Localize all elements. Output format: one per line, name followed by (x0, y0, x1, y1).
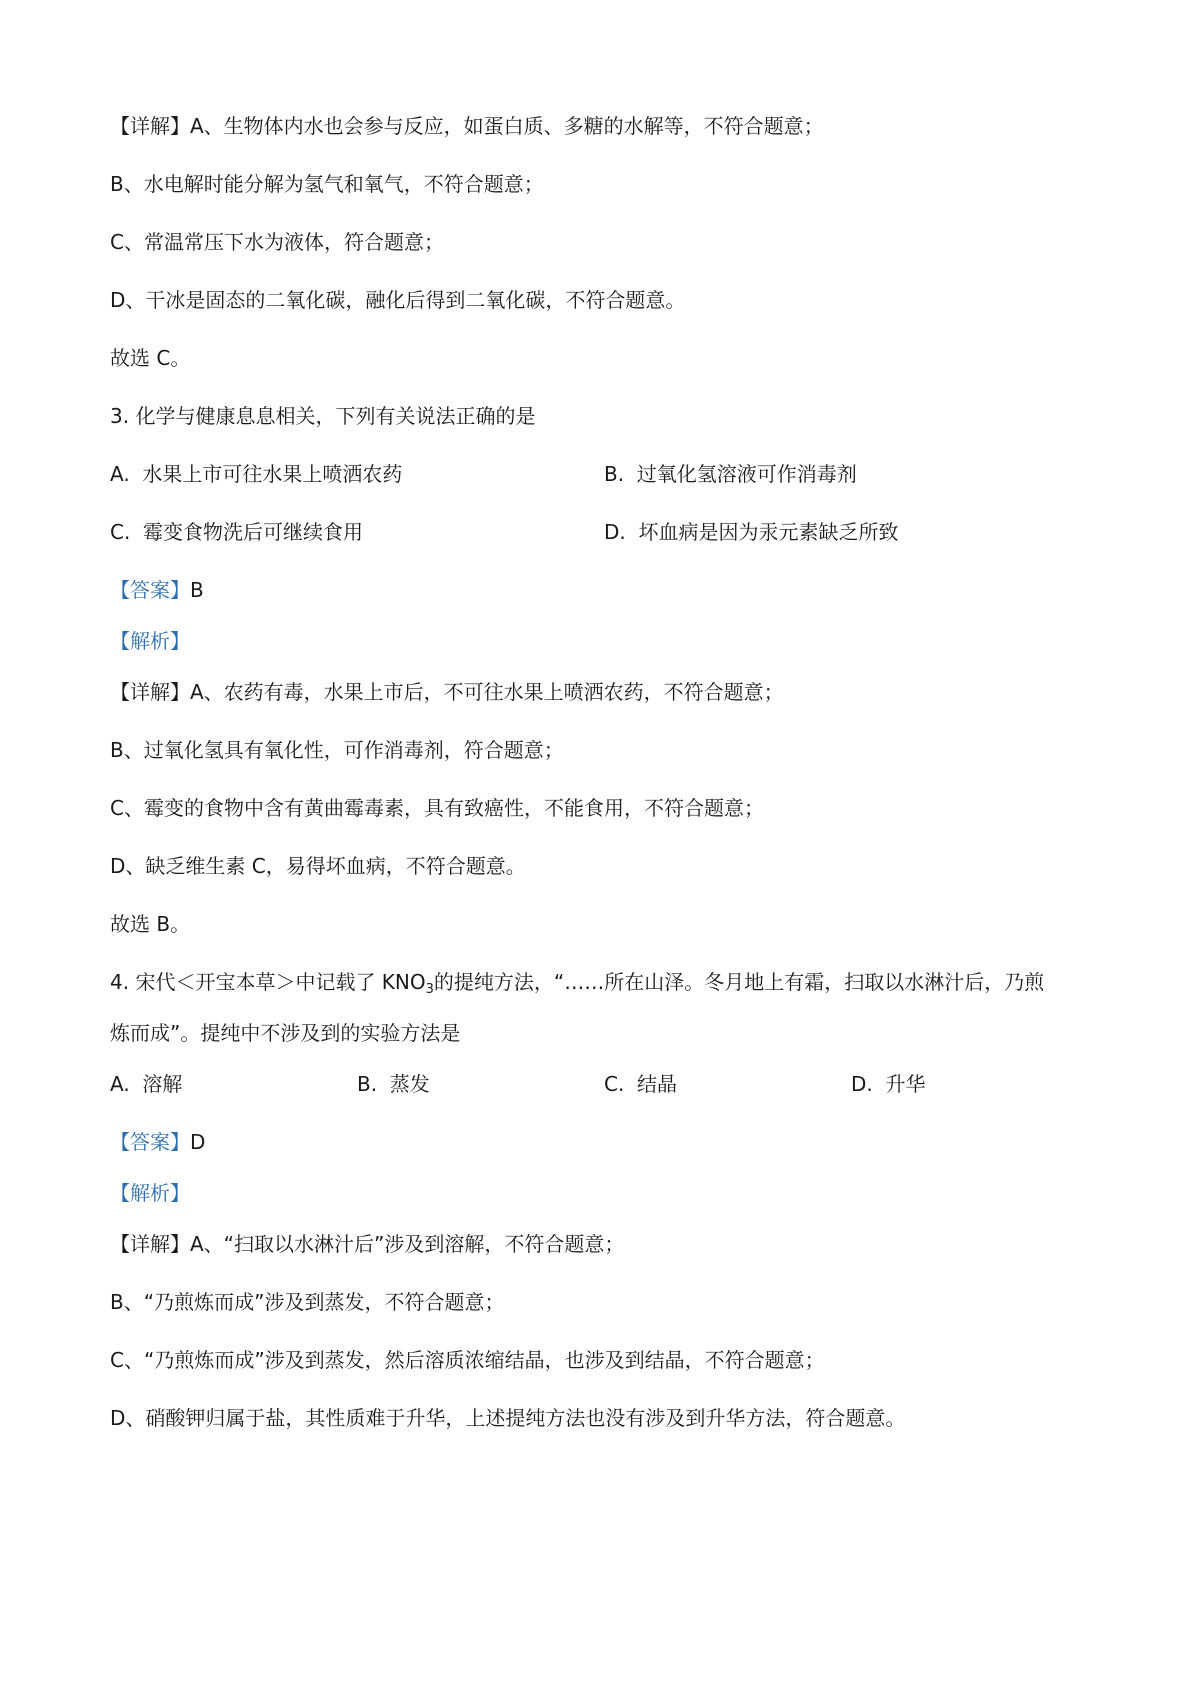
q4-detail-line-b: B、“乃煎炼而成”涉及到蒸发，不符合题意； (110, 1290, 505, 1314)
q4-stem-line2: 炼而成”。提纯中不涉及到的实验方法是 (110, 1021, 461, 1045)
q3-stem: 3. 化学与健康息息相关，下列有关说法正确的是 (110, 404, 536, 428)
q4-answer (110, 1129, 205, 1155)
q3-option-d: D. 坏血病是因为汞元素缺乏所致 (604, 520, 899, 544)
detail-tag: 【详解】 (110, 680, 190, 704)
answer-tag: 【答案】 (110, 1130, 190, 1154)
q4-stem-line1: 4. 宋代＜开宝本草＞中记载了 $KNO_3$的提纯方法，“……所在山泽。冬月地上有霜，扫取以水淋汁后，乃煎 (110, 970, 1045, 997)
q3-detail-line-b: B、过氧化氢具有氧化性，可作消毒剂，符合题意； (110, 738, 564, 762)
answer-tag: 【答案】 (110, 578, 190, 602)
q2-detail-line-a: 【详解】A、生物体内水也会参与反应，如蛋白质、多糖的水解等，不符合题意； (110, 114, 824, 138)
q4-detail-line-c: C、“乃煎炼而成”涉及到蒸发，然后溶质浓缩结晶，也涉及到结晶，不符合题意； (110, 1348, 825, 1372)
q3-detail-line-a: 【详解】A、农药有毒，水果上市后，不可往水果上喷洒农药，不符合题意； (110, 680, 784, 704)
answer-value: D (190, 1130, 206, 1154)
q3-conclusion: 故选 B。 (110, 912, 191, 936)
q4-option-b: B. 蒸发 (357, 1072, 430, 1096)
q3-option-a: A. 水果上市可往水果上喷洒农药 (110, 462, 403, 486)
q3-detail-line-d: D、缺乏维生素 C，易得坏血病，不符合题意。 (110, 854, 526, 878)
q4-option-d: D. 升华 (851, 1072, 926, 1096)
q2-conclusion: 故选 C。 (110, 346, 191, 370)
detail-tag: 【详解】 (110, 1232, 190, 1256)
q3-detail-line-c: C、霉变的食物中含有黄曲霉毒素，具有致癌性，不能食用，不符合题意； (110, 796, 764, 820)
q2-detail-line-b: B、水电解时能分解为氢气和氧气，不符合题意； (110, 172, 544, 196)
q4-option-a: A. 溶解 (110, 1072, 183, 1096)
answer-value: B (190, 578, 204, 602)
q3-answer (110, 577, 204, 603)
q4-option-c: C. 结晶 (604, 1072, 678, 1096)
q4-analysis-tag: 【解析】 (110, 1181, 190, 1205)
detail-tag: 【详解】 (110, 114, 190, 138)
q3-option-b: B. 过氧化氢溶液可作消毒剂 (604, 462, 857, 486)
q4-detail-line-a: 【详解】A、“扫取以水淋汁后”涉及到溶解，不符合题意； (110, 1232, 625, 1256)
q3-analysis-tag: 【解析】 (110, 629, 190, 653)
q2-detail-line-c: C、常温常压下水为液体，符合题意； (110, 230, 444, 254)
q3-option-c: C. 霉变食物洗后可继续食用 (110, 520, 364, 544)
q4-detail-line-d: D、硝酸钾归属于盐，其性质难于升华，上述提纯方法也没有涉及到升华方法，符合题意。 (110, 1406, 906, 1430)
q2-detail-line-d: D、干冰是固态的二氧化碳，融化后得到二氧化碳，不符合题意。 (110, 288, 686, 312)
